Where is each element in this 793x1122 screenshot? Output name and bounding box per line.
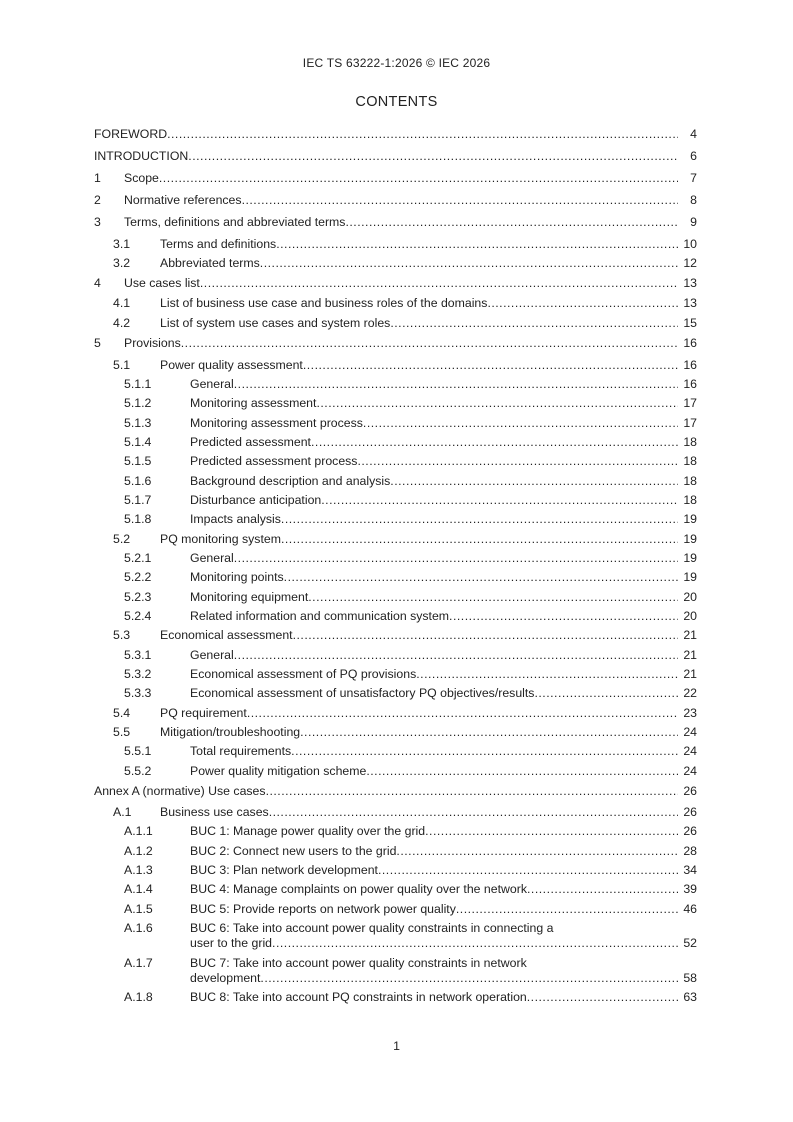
toc-entry-title: General [190,551,234,565]
dot-leader [308,590,678,605]
toc-entry-title: Economical assessment of PQ provisions [190,667,417,681]
toc-entry-number: 2 [94,193,101,207]
toc-entry-page: 18 [678,454,697,469]
dot-leader [311,435,678,450]
toc-entry-title: Provisions [124,336,181,350]
toc-entry-page: 12 [678,256,697,271]
toc-entry-title: List of system use cases and system roles [160,316,391,330]
toc-entry-number: 5.5.2 [124,764,152,778]
page-header: IEC TS 63222-1:2026 © IEC 2026 [302,56,491,70]
toc-entry-page: 26 [678,784,697,799]
toc-entry-number: 5.3.3 [124,686,152,700]
dot-leader [234,648,678,663]
toc-entry-number: 5.1.3 [124,416,152,430]
toc-entry-page: 28 [678,844,697,859]
toc-entry-page: 19 [678,551,697,566]
toc-entry-page: 23 [678,706,697,721]
toc-entry-number: 5.4 [113,706,131,720]
dot-leader [449,609,678,624]
toc-entry-page: 21 [678,667,697,682]
toc-entry-number: A.1 [113,805,132,819]
dot-leader [291,744,678,759]
dot-leader [167,127,678,142]
toc-entry-title: Mitigation/troubleshooting [160,725,301,739]
dot-leader [390,316,678,331]
toc-entry-page: 7 [678,171,697,186]
dot-leader [281,532,678,547]
page-title: CONTENTS [355,94,438,110]
toc-entry-number: 5.3.1 [124,648,152,662]
dot-leader [200,276,678,291]
toc-entry-page: 17 [678,416,697,431]
dot-leader [276,237,678,252]
toc-entry-number: 5.2.1 [124,551,152,565]
dot-leader [242,193,678,208]
dot-leader [534,686,678,701]
toc-entry-page: 9 [678,215,697,230]
toc-entry-page: 10 [678,237,697,252]
dot-leader [487,296,678,311]
toc-entry-number: 5.5.1 [124,744,152,758]
dot-leader [159,171,678,186]
toc-entry-number: A.1.2 [124,844,153,858]
toc-entry-number: 3 [94,215,101,229]
toc-entry-page: 26 [678,824,697,839]
dot-leader [181,336,678,351]
toc-entry-title: General [190,377,234,391]
toc-entry-title-line1: BUC 6: Take into account power quality constraints in connecting a [190,921,554,935]
dot-leader [247,706,678,721]
toc-entry-title: BUC 4: Manage complaints on power quality over the network [190,882,527,896]
toc-entry-number: 5.1.6 [124,474,152,488]
toc-entry-title: Impacts analysis [190,512,281,526]
toc-entry-title-line1: BUC 7: Take into account power quality constraints in network [190,956,527,970]
toc-entry-title: Scope [124,171,159,185]
toc-entry-page: 21 [678,648,697,663]
dot-leader [316,396,678,411]
dot-leader [284,570,678,585]
toc-entry-page: 22 [678,686,697,701]
dot-leader [303,358,678,373]
toc-entry-title: BUC 8: Take into account PQ constraints in network operation [190,990,527,1004]
toc-entry-title: Terms, definitions and abbreviated terms [124,215,346,229]
toc-entry-number: A.1.8 [124,990,153,1004]
toc-entry-title: Annex A (normative) Use cases [94,784,266,798]
toc-entry-title: Monitoring assessment process [190,416,363,430]
dot-leader [272,936,678,951]
toc-entry-number: 5.1.1 [124,377,152,391]
toc-entry-title: FOREWORD [94,127,168,141]
toc-entry-title: General [190,648,234,662]
toc-entry-title: BUC 3: Plan network development [190,863,378,877]
toc-entry-title: Normative references [124,193,242,207]
toc-entry-number: 4.2 [113,316,131,330]
toc-entry-page: 16 [678,358,697,373]
toc-entry-number: 5.2 [113,532,131,546]
dot-leader [266,784,678,799]
toc-entry-title: Economical assessment of unsatisfactory PQ objectives/results [190,686,535,700]
toc-entry-number: 5.1.7 [124,493,152,507]
toc-entry-page: 24 [678,744,697,759]
toc-entry-number: 5.3 [113,628,131,642]
toc-entry-page: 17 [678,396,697,411]
toc-entry-number: 5.1.8 [124,512,152,526]
toc-entry-page: 16 [678,377,697,392]
toc-entry-title-line2: development [190,971,261,985]
toc-entry-number: A.1.3 [124,863,153,877]
toc-entry-title: BUC 5: Provide reports on network power quality [190,902,456,916]
toc-entry-number: 5 [94,336,101,350]
toc-entry-title: Monitoring assessment [190,396,317,410]
dot-leader [260,971,678,986]
toc-entry-number: A.1.4 [124,882,153,896]
dot-leader [234,377,678,392]
toc-entry-number: 5.2.3 [124,590,152,604]
dot-leader [293,628,678,643]
dot-leader [357,454,678,469]
toc-entry-number: 5.5 [113,725,131,739]
dot-leader [378,863,678,878]
toc-entry-title: Background description and analysis [190,474,391,488]
toc-entry-title: PQ requirement [160,706,247,720]
toc-entry-page: 13 [678,276,697,291]
dot-leader [366,764,678,779]
toc-entry-number: 5.1.4 [124,435,152,449]
toc-entry-title: INTRODUCTION [94,149,189,163]
toc-entry-title: Abbreviated terms [160,256,260,270]
toc-entry-title: BUC 1: Manage power quality over the grid [190,824,426,838]
toc-entry-page: 26 [678,805,697,820]
dot-leader [396,844,678,859]
toc-entry-number: 1 [94,171,101,185]
toc-entry-title: Economical assessment [160,628,293,642]
toc-entry-page: 16 [678,336,697,351]
toc-entry-page: 34 [678,863,697,878]
toc-entry-page: 18 [678,493,697,508]
toc-entry-number: A.1.1 [124,824,153,838]
dot-leader [321,493,678,508]
toc-entry-page: 24 [678,764,697,779]
toc-entry-page: 6 [678,149,697,164]
toc-entry-number: 5.1.2 [124,396,152,410]
toc-entry-page: 18 [678,435,697,450]
page-number: 1 [393,1039,400,1053]
toc-entry-title: Power quality mitigation scheme [190,764,367,778]
dot-leader [345,215,678,230]
toc-entry-number: A.1.5 [124,902,153,916]
toc-entry-title: BUC 2: Connect new users to the grid [190,844,397,858]
toc-entry-page: 52 [678,936,697,951]
toc-entry-title: List of business use case and business roles of the domains [160,296,488,310]
toc-entry-title: Power quality assessment [160,358,303,372]
toc-entry-number: 5.1 [113,358,131,372]
dot-leader [234,551,678,566]
toc-entry-page: 19 [678,570,697,585]
toc-entry-page: 19 [678,512,697,527]
toc-entry-number: A.1.6 [124,921,153,935]
toc-entry-page: 18 [678,474,697,489]
toc-entry-page: 24 [678,725,697,740]
toc-entry-title: Disturbance anticipation [190,493,322,507]
dot-leader [456,902,678,917]
dot-leader [260,256,678,271]
toc-entry-title: PQ monitoring system [160,532,281,546]
toc-entry-title: Use cases list [124,276,200,290]
toc-entry-number: 4 [94,276,101,290]
toc-entry-page: 58 [678,971,697,986]
toc-entry-title: Total requirements [190,744,292,758]
toc-entry-title: Terms and definitions [160,237,277,251]
toc-entry-page: 63 [678,990,697,1005]
toc-entry-number: A.1.7 [124,956,153,970]
dot-leader [363,416,678,431]
toc-entry-title: Business use cases [160,805,269,819]
toc-entry-number: 4.1 [113,296,131,310]
toc-entry-page: 20 [678,609,697,624]
dot-leader [416,667,678,682]
toc-entry-number: 5.3.2 [124,667,152,681]
toc-entry-title: Predicted assessment [190,435,311,449]
dot-leader [425,824,678,839]
toc-entry-number: 3.1 [113,237,131,251]
toc-entry-page: 21 [678,628,697,643]
dot-leader [527,990,678,1005]
toc-entry-page: 46 [678,902,697,917]
toc-entry-title: Monitoring equipment [190,590,309,604]
dot-leader [188,149,678,164]
dot-leader [269,805,678,820]
toc-entry-number: 5.2.4 [124,609,152,623]
toc-entry-page: 13 [678,296,697,311]
dot-leader [300,725,678,740]
toc-entry-title: Monitoring points [190,570,284,584]
toc-entry-page: 20 [678,590,697,605]
dot-leader [281,512,678,527]
toc-entry-page: 8 [678,193,697,208]
toc-entry-page: 19 [678,532,697,547]
toc-entry-page: 15 [678,316,697,331]
toc-entry-page: 4 [678,127,697,142]
toc-entry-page: 39 [678,882,697,897]
toc-entry-number: 3.2 [113,256,131,270]
toc-entry-number: 5.1.5 [124,454,152,468]
toc-entry-title: Related information and communication system [190,609,450,623]
toc-entry-title: Predicted assessment process [190,454,358,468]
dot-leader [390,474,678,489]
toc-entry-title-line2: user to the grid [190,936,273,950]
dot-leader [527,882,678,897]
toc-entry-number: 5.2.2 [124,570,152,584]
